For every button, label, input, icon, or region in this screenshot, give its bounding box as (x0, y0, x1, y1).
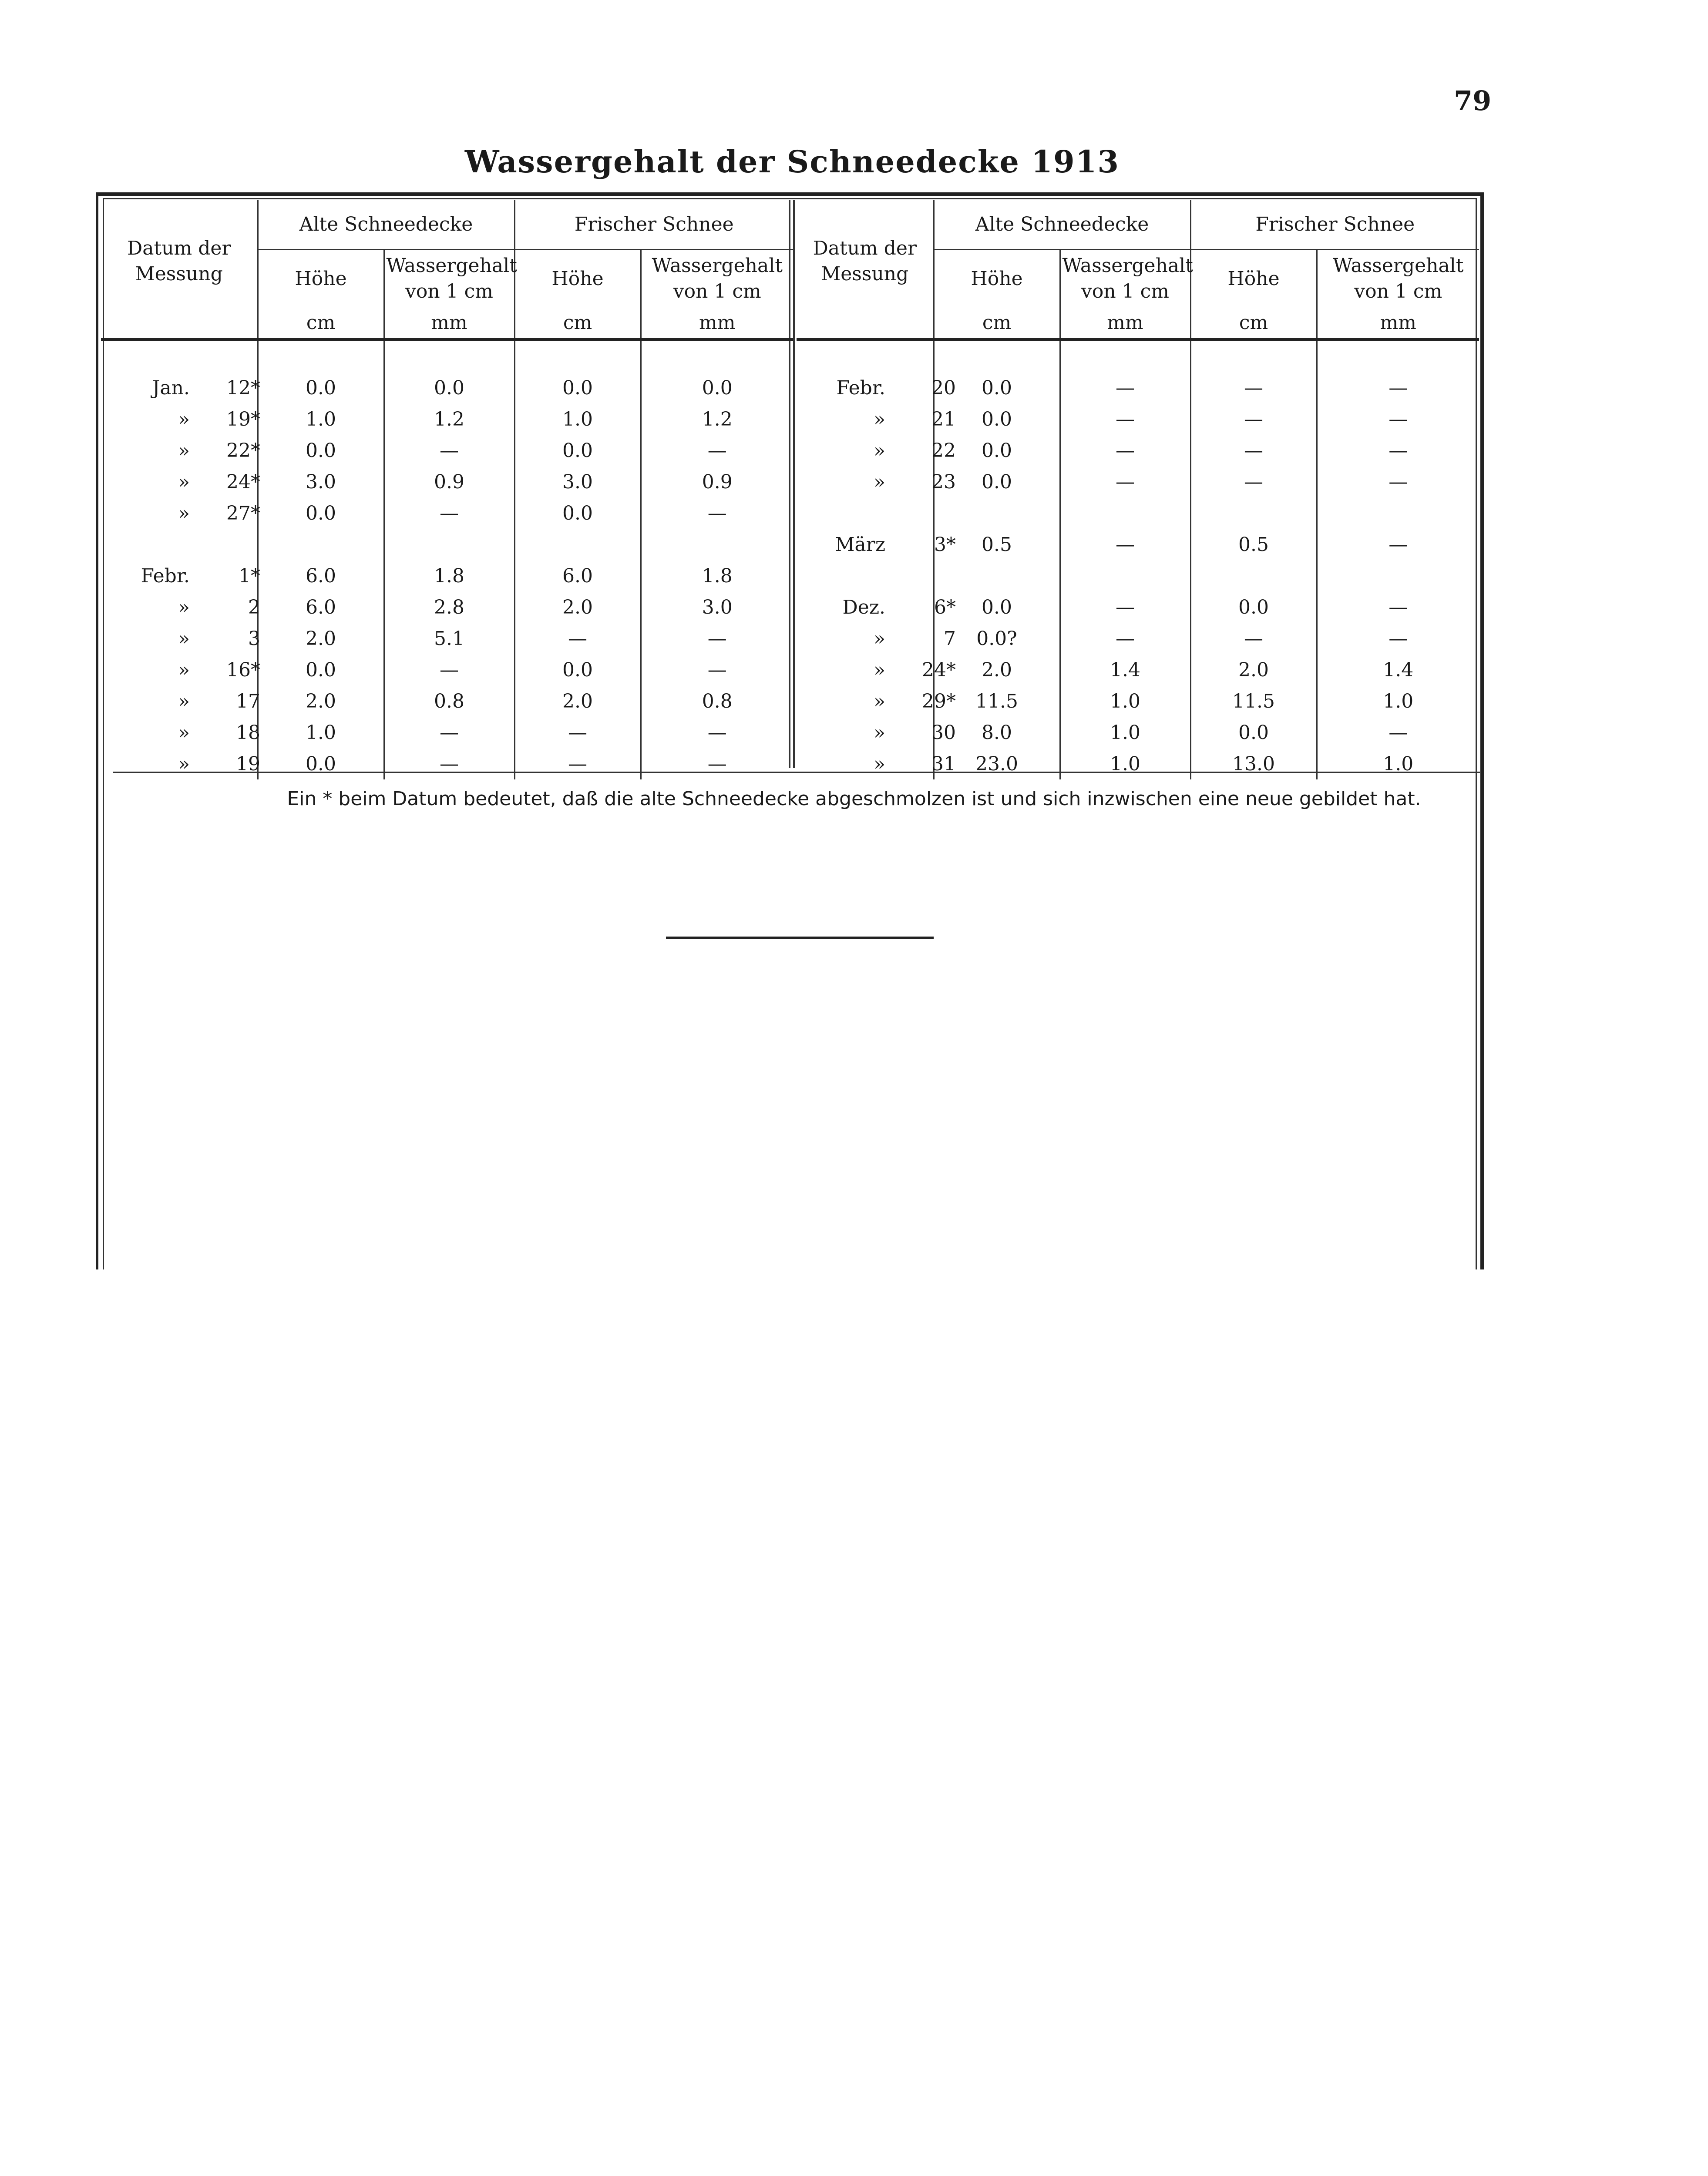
date-month: » (874, 408, 885, 430)
date-cell (797, 529, 956, 560)
alte-hoehe-cell: 0.5 (934, 529, 1060, 560)
date-day: 27* (226, 502, 260, 524)
footnote: Ein * beim Datum bedeutet, daß die alte Schneedecke abgeschmolzen ist und sich inzwischen eine neue gebildet hat. (287, 788, 1421, 810)
frisch-hoehe-cell: — (1190, 403, 1317, 435)
table-row (797, 654, 1479, 685)
alte-hoehe-cell: 11.5 (934, 685, 1060, 717)
table-row (101, 685, 793, 717)
alte-wasser-cell: 0.0 (384, 372, 514, 403)
frisch-hoehe-cell: 0.5 (1190, 529, 1317, 560)
date-cell (101, 466, 258, 497)
frisch-hoehe-cell: — (514, 717, 641, 748)
date-month: » (178, 658, 190, 681)
date-cell (101, 560, 258, 591)
frisch-hoehe-cell: 0.0 (514, 435, 641, 466)
date-day: 22 (931, 439, 956, 462)
wasser-header: Wassergehalt von 1 cm (384, 250, 514, 307)
frisch-hoehe-cell: — (1190, 623, 1317, 654)
date-day: 3* (934, 533, 956, 556)
alte-hoehe-cell: 2.0 (258, 623, 384, 654)
table-left (101, 200, 793, 779)
date-month: » (874, 721, 885, 744)
alte-hoehe-cell: 23.0 (934, 748, 1060, 779)
date-month: März (835, 533, 885, 556)
wasser-header: Wassergehalt von 1 cm (1060, 250, 1190, 307)
frisch-wasser-cell: 1.0 (1317, 685, 1479, 717)
alte-hoehe-cell: 0.0 (258, 654, 384, 685)
alte-wasser-cell: 1.0 (1060, 748, 1190, 779)
date-day: 19 (236, 752, 260, 775)
date-cell (797, 466, 956, 497)
table-row (797, 748, 1479, 779)
date-month: » (178, 408, 190, 430)
alte-wasser-cell: — (1060, 623, 1190, 654)
date-month: » (178, 627, 190, 650)
alte-wasser-cell: — (1060, 529, 1190, 560)
alte-hoehe-cell: 0.0 (258, 748, 384, 779)
alte-hoehe-cell: 0.0 (934, 435, 1060, 466)
table-row (101, 560, 793, 591)
frisch-wasser-cell: — (641, 717, 793, 748)
date-month: Febr. (836, 376, 885, 399)
date-cell (797, 717, 956, 748)
date-day: 7 (944, 627, 956, 650)
alte-wasser-cell: 2.8 (384, 591, 514, 623)
frisch-hoehe-cell: 0.0 (514, 497, 641, 529)
alte-wasser-cell: 1.4 (1060, 654, 1190, 685)
unit-mm: mm (1060, 307, 1190, 339)
frisch-wasser-cell: — (1317, 623, 1479, 654)
alte-wasser-cell: 1.8 (384, 560, 514, 591)
frisch-hoehe-cell: 2.0 (1190, 654, 1317, 685)
date-day: 31 (931, 752, 956, 775)
page-title: Wassergehalt der Schneedecke 1913 (464, 144, 1120, 180)
alte-wasser-cell: — (1060, 591, 1190, 623)
unit-mm: mm (384, 307, 514, 339)
alte-wasser-cell: — (1060, 466, 1190, 497)
alte-wasser-cell: 5.1 (384, 623, 514, 654)
frisch-wasser-cell: 1.0 (1317, 748, 1479, 779)
date-cell (101, 717, 258, 748)
date-cell (797, 403, 956, 435)
frisch-hoehe-cell: 2.0 (514, 591, 641, 623)
date-cell (101, 591, 258, 623)
date-month: » (178, 596, 190, 618)
table-row (101, 497, 793, 529)
table-row (101, 403, 793, 435)
alte-wasser-cell: 0.8 (384, 685, 514, 717)
hoehe-header: Höhe (934, 250, 1060, 307)
date-month: » (874, 690, 885, 712)
date-month: » (178, 502, 190, 524)
date-month: » (178, 690, 190, 712)
frisch-wasser-cell: — (1317, 717, 1479, 748)
date-day: 6* (934, 596, 956, 618)
frisch-wasser-cell: — (1317, 529, 1479, 560)
alte-wasser-cell: — (384, 717, 514, 748)
date-day: 19* (226, 408, 260, 430)
frisch-header: Frischer Schnee (1190, 200, 1479, 250)
alte-hoehe-cell: 1.0 (258, 403, 384, 435)
alte-hoehe-cell: 0.0 (258, 435, 384, 466)
frisch-hoehe-cell: — (1190, 435, 1317, 466)
alte-hoehe-cell: 0.0 (934, 466, 1060, 497)
date-day: 24* (226, 470, 260, 493)
date-month: » (874, 658, 885, 681)
frisch-wasser-cell: 0.0 (641, 372, 793, 403)
table-row (797, 466, 1479, 497)
date-day: 23 (931, 470, 956, 493)
date-day: 2 (248, 596, 260, 618)
date-month: » (178, 470, 190, 493)
frisch-wasser-cell: — (641, 497, 793, 529)
date-day: 17 (236, 690, 260, 712)
date-day: 21 (931, 408, 956, 430)
table-row (797, 529, 1479, 560)
alte-wasser-cell: — (384, 497, 514, 529)
spacer-row (101, 339, 793, 372)
date-cell (101, 435, 258, 466)
frisch-hoehe-cell: 0.0 (514, 372, 641, 403)
date-month: » (178, 721, 190, 744)
date-day: 1* (239, 564, 260, 587)
unit-cm: cm (258, 307, 384, 339)
hoehe-header: Höhe (258, 250, 384, 307)
alte-header: Alte Schneedecke (258, 200, 514, 250)
date-cell (797, 654, 956, 685)
frisch-hoehe-cell: 6.0 (514, 560, 641, 591)
alte-wasser-cell: 1.0 (1060, 685, 1190, 717)
unit-mm: mm (641, 307, 793, 339)
date-cell (101, 372, 258, 403)
alte-hoehe-cell: 6.0 (258, 560, 384, 591)
alte-hoehe-cell: 1.0 (258, 717, 384, 748)
frisch-wasser-cell: 1.2 (641, 403, 793, 435)
date-cell (797, 748, 956, 779)
frisch-wasser-cell: 1.4 (1317, 654, 1479, 685)
unit-mm: mm (1317, 307, 1479, 339)
frisch-wasser-cell: — (641, 748, 793, 779)
date-month: » (178, 752, 190, 775)
unit-cm: cm (514, 307, 641, 339)
table-bottom-rule (113, 772, 1480, 773)
frisch-hoehe-cell: 3.0 (514, 466, 641, 497)
table-row (101, 623, 793, 654)
table-row (797, 623, 1479, 654)
alte-hoehe-cell: 0.0? (934, 623, 1060, 654)
alte-hoehe-cell: 0.0 (934, 403, 1060, 435)
alte-hoehe-cell: 0.0 (934, 591, 1060, 623)
alte-hoehe-cell: 2.0 (258, 685, 384, 717)
date-cell (797, 372, 956, 403)
frisch-hoehe-cell: 11.5 (1190, 685, 1317, 717)
date-cell (101, 748, 258, 779)
table-row (101, 591, 793, 623)
table-body-left (101, 339, 793, 779)
page-number: 79 (1454, 85, 1492, 117)
date-cell (101, 623, 258, 654)
date-day: 22* (226, 439, 260, 462)
date-day: 12* (226, 376, 260, 399)
alte-hoehe-cell: 0.0 (258, 372, 384, 403)
wasser-header: Wassergehalt von 1 cm (641, 250, 793, 307)
unit-cm: cm (934, 307, 1060, 339)
unit-cm: cm (1190, 307, 1317, 339)
date-month: Febr. (141, 564, 190, 587)
date-cell (797, 435, 956, 466)
frisch-wasser-cell: 1.8 (641, 560, 793, 591)
frisch-wasser-cell: — (641, 623, 793, 654)
frisch-wasser-cell: — (1317, 403, 1479, 435)
date-cell (797, 623, 956, 654)
frisch-wasser-cell: — (1317, 435, 1479, 466)
table-row (101, 435, 793, 466)
frisch-wasser-cell: 3.0 (641, 591, 793, 623)
date-month: » (874, 752, 885, 775)
table-row (101, 654, 793, 685)
date-cell (101, 685, 258, 717)
table-row (797, 372, 1479, 403)
table-row (101, 748, 793, 779)
spacer-row (797, 339, 1479, 372)
alte-wasser-cell: 1.0 (1060, 717, 1190, 748)
frisch-hoehe-cell: — (1190, 466, 1317, 497)
table-row (101, 466, 793, 497)
alte-hoehe-cell: 0.0 (258, 497, 384, 529)
hoehe-header: Höhe (1190, 250, 1317, 307)
date-day: 29* (922, 690, 956, 712)
frisch-hoehe-cell: — (514, 748, 641, 779)
alte-wasser-cell: — (1060, 403, 1190, 435)
frisch-wasser-cell: 0.8 (641, 685, 793, 717)
date-month: Dez. (842, 596, 885, 618)
alte-header: Alte Schneedecke (934, 200, 1190, 250)
alte-hoehe-cell: 0.0 (934, 372, 1060, 403)
frisch-hoehe-cell: — (514, 623, 641, 654)
date-month: » (874, 439, 885, 462)
frisch-hoehe-cell: 2.0 (514, 685, 641, 717)
frisch-hoehe-cell: 0.0 (514, 654, 641, 685)
frisch-hoehe-cell: 13.0 (1190, 748, 1317, 779)
table-row (797, 685, 1479, 717)
date-day: 3 (248, 627, 260, 650)
alte-hoehe-cell: 2.0 (934, 654, 1060, 685)
date-day: 16* (226, 658, 260, 681)
alte-hoehe-cell: 8.0 (934, 717, 1060, 748)
hoehe-header: Höhe (514, 250, 641, 307)
date-day: 18 (236, 721, 260, 744)
table-row (101, 372, 793, 403)
gap-row (797, 560, 1479, 591)
date-cell (797, 591, 956, 623)
date-month: Jan. (152, 376, 190, 399)
table-body-right (797, 339, 1479, 779)
datum-header: Datum der Messung (127, 237, 231, 285)
frisch-wasser-cell: — (1317, 466, 1479, 497)
frisch-wasser-cell: — (1317, 591, 1479, 623)
alte-wasser-cell: — (1060, 372, 1190, 403)
frisch-hoehe-cell: 1.0 (514, 403, 641, 435)
table-row (797, 591, 1479, 623)
section-rule (666, 937, 934, 939)
gap-row (101, 529, 793, 560)
table-row (797, 435, 1479, 466)
date-cell (797, 685, 956, 717)
alte-wasser-cell: — (384, 654, 514, 685)
frisch-hoehe-cell: 0.0 (1190, 717, 1317, 748)
frisch-hoehe-cell: 0.0 (1190, 591, 1317, 623)
alte-wasser-cell: 0.9 (384, 466, 514, 497)
table-row (797, 717, 1479, 748)
frisch-wasser-cell: — (641, 654, 793, 685)
alte-wasser-cell: — (1060, 435, 1190, 466)
alte-wasser-cell: 1.2 (384, 403, 514, 435)
alte-wasser-cell: — (384, 748, 514, 779)
date-day: 20 (931, 376, 956, 399)
date-month: » (874, 470, 885, 493)
wasser-header: Wassergehalt von 1 cm (1317, 250, 1479, 307)
frisch-hoehe-cell: — (1190, 372, 1317, 403)
date-month: » (178, 439, 190, 462)
frisch-wasser-cell: — (641, 435, 793, 466)
table-right (797, 200, 1479, 779)
frisch-wasser-cell: — (1317, 372, 1479, 403)
alte-hoehe-cell: 6.0 (258, 591, 384, 623)
frisch-wasser-cell: 0.9 (641, 466, 793, 497)
date-day: 24* (922, 658, 956, 681)
date-day: 30 (931, 721, 956, 744)
date-cell (101, 403, 258, 435)
date-month: » (874, 627, 885, 650)
datum-header: Datum der Messung (813, 237, 917, 285)
frisch-header: Frischer Schnee (514, 200, 793, 250)
alte-wasser-cell: — (384, 435, 514, 466)
table-row (101, 717, 793, 748)
gap-row (797, 497, 1479, 529)
table-row (797, 403, 1479, 435)
alte-hoehe-cell: 3.0 (258, 466, 384, 497)
date-cell (101, 497, 258, 529)
date-cell (101, 654, 258, 685)
